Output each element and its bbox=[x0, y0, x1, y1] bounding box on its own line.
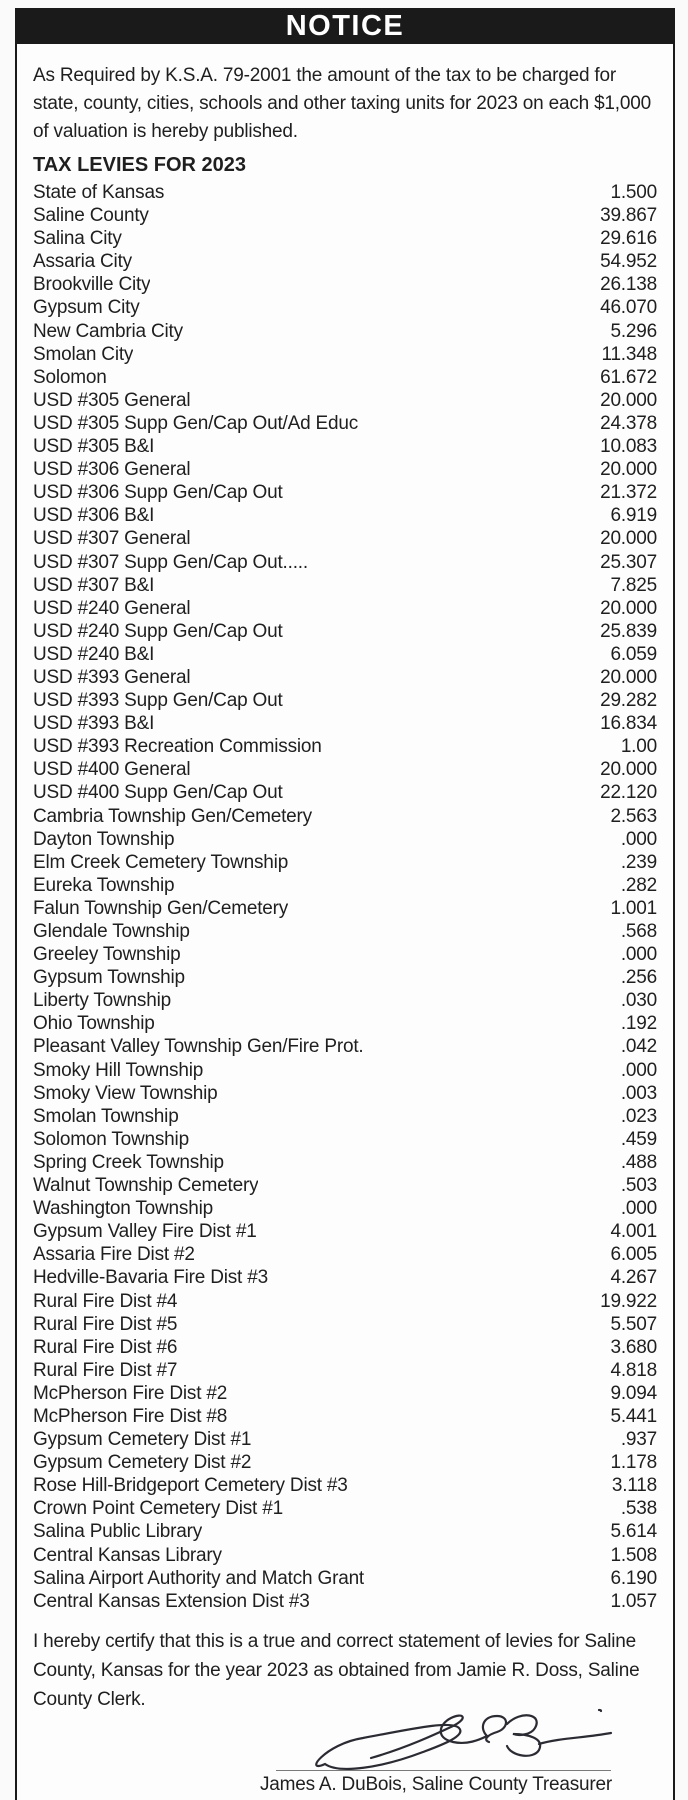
levy-name: USD #307 General bbox=[33, 528, 191, 550]
levy-row bbox=[33, 620, 657, 643]
levy-row bbox=[33, 273, 657, 296]
levy-name: Gypsum Cemetery Dist #2 bbox=[33, 1452, 252, 1474]
levy-row bbox=[33, 712, 657, 735]
levy-row bbox=[33, 1243, 657, 1266]
levy-name: McPherson Fire Dist #2 bbox=[33, 1382, 228, 1404]
notice-header-bar: NOTICE bbox=[17, 8, 673, 44]
levy-value: .000 bbox=[620, 828, 657, 850]
levy-row bbox=[33, 250, 657, 273]
levy-name: New Cambria City bbox=[33, 320, 183, 342]
section-title: TAX LEVIES FOR 2023 bbox=[33, 154, 247, 176]
levy-row bbox=[33, 1174, 657, 1197]
levy-value: 20.000 bbox=[600, 666, 657, 688]
levy-name: Cambria Township Gen/Cemetery bbox=[33, 805, 312, 827]
levy-value: 4.267 bbox=[610, 1267, 657, 1289]
levy-value: .192 bbox=[620, 1013, 657, 1035]
levy-value: .488 bbox=[620, 1151, 657, 1173]
levy-row bbox=[33, 1012, 657, 1035]
levy-name: Smolan City bbox=[33, 343, 134, 365]
levy-name: USD #240 B&I bbox=[33, 643, 155, 665]
levy-name: Rural Fire Dist #5 bbox=[33, 1313, 178, 1335]
levy-value: .568 bbox=[620, 921, 657, 942]
levy-value: 2.563 bbox=[610, 805, 657, 827]
levy-value: .030 bbox=[620, 990, 657, 1012]
levy-name: Washington Township bbox=[33, 1198, 213, 1220]
levy-value: 16.834 bbox=[600, 713, 657, 735]
levy-row bbox=[33, 989, 657, 1012]
levy-value: .000 bbox=[620, 1059, 657, 1081]
levy-name: Rural Fire Dist #7 bbox=[33, 1359, 178, 1381]
signature-block bbox=[221, 1700, 651, 1797]
levy-row bbox=[33, 227, 657, 250]
levy-name: Hedville-Bavaria Fire Dist #3 bbox=[33, 1267, 268, 1289]
levy-name: Gypsum Township bbox=[33, 967, 185, 989]
levy-name: Glendale Township bbox=[33, 921, 190, 942]
levy-name: Spring Creek Township bbox=[33, 1151, 224, 1173]
levy-row bbox=[33, 1128, 657, 1151]
levy-value: .000 bbox=[620, 944, 657, 966]
levy-name: Smoky Hill Township bbox=[33, 1059, 204, 1081]
levy-name: Greeley Township bbox=[33, 944, 181, 966]
levy-value: 1.508 bbox=[610, 1544, 657, 1566]
levy-row bbox=[33, 389, 657, 412]
levy-row bbox=[33, 920, 657, 943]
levy-value: 21.372 bbox=[600, 482, 657, 504]
levy-name: USD #305 Supp Gen/Cap Out/Ad Educ bbox=[33, 412, 359, 434]
levy-row bbox=[33, 1266, 657, 1289]
levy-value: 7.825 bbox=[610, 574, 657, 596]
levy-row bbox=[33, 458, 657, 481]
levy-name: USD #306 B&I bbox=[33, 505, 155, 527]
levy-name: Walnut Township Cemetery bbox=[33, 1175, 259, 1197]
levy-value: 6.190 bbox=[610, 1567, 657, 1589]
levy-row bbox=[33, 1497, 657, 1520]
levy-value: .023 bbox=[620, 1105, 657, 1127]
levy-name: Smoky View Township bbox=[33, 1082, 218, 1104]
levy-value: 39.867 bbox=[600, 205, 657, 227]
levy-row bbox=[33, 551, 657, 574]
levy-name: USD #307 B&I bbox=[33, 574, 155, 596]
levy-name: Smolan Township bbox=[33, 1105, 179, 1127]
levy-name: Ohio Township bbox=[33, 1013, 155, 1035]
levy-row bbox=[33, 943, 657, 966]
levy-value: .503 bbox=[620, 1175, 657, 1197]
levy-row bbox=[33, 181, 657, 204]
levy-name: USD #393 Recreation Commission bbox=[33, 736, 322, 758]
levy-name: Salina Airport Authority and Match Grant bbox=[33, 1567, 365, 1589]
levy-value: .000 bbox=[620, 1198, 657, 1220]
levy-row bbox=[33, 1520, 657, 1543]
levy-row bbox=[33, 435, 657, 458]
levy-row bbox=[33, 1359, 657, 1382]
levy-value: 24.378 bbox=[600, 412, 657, 434]
levy-value: 1.057 bbox=[610, 1590, 657, 1612]
levy-name: Central Kansas Extension Dist #3 bbox=[33, 1590, 310, 1612]
levy-row bbox=[33, 597, 657, 620]
notice-sheet bbox=[15, 8, 675, 1800]
levy-row bbox=[33, 897, 657, 920]
levy-name: Pleasant Valley Township Gen/Fire Prot. bbox=[33, 1036, 364, 1058]
levy-row bbox=[33, 1082, 657, 1105]
treasurer-name: James A. DuBois, Saline County Treasurer bbox=[259, 1773, 613, 1795]
levy-row bbox=[33, 296, 657, 319]
levy-row bbox=[33, 1290, 657, 1313]
levy-name: USD #400 Supp Gen/Cap Out bbox=[33, 782, 283, 804]
levy-name: Saline County bbox=[33, 205, 149, 227]
levy-row bbox=[33, 1313, 657, 1336]
levy-name: USD #400 General bbox=[33, 759, 191, 781]
levy-name: Elm Creek Cemetery Township bbox=[33, 851, 289, 873]
levy-row bbox=[33, 527, 657, 550]
levy-name: Assaria Fire Dist #2 bbox=[33, 1244, 195, 1266]
levy-value: 4.001 bbox=[610, 1221, 657, 1243]
levy-name: State of Kansas bbox=[33, 182, 165, 203]
levy-value: .937 bbox=[620, 1429, 657, 1451]
levy-row bbox=[33, 412, 657, 435]
levy-value: 61.672 bbox=[600, 366, 657, 388]
levy-value: 29.616 bbox=[600, 228, 657, 250]
levy-value: 5.296 bbox=[610, 320, 657, 342]
levy-row bbox=[33, 504, 657, 527]
levy-value: 54.952 bbox=[600, 251, 657, 273]
levy-name: USD #393 B&I bbox=[33, 713, 155, 735]
levy-name: Eureka Township bbox=[33, 874, 175, 896]
levy-name: Gypsum City bbox=[33, 297, 140, 319]
levy-row bbox=[33, 735, 657, 758]
levy-value: 1.178 bbox=[610, 1452, 657, 1474]
levy-value: 1.001 bbox=[610, 897, 657, 919]
levy-value: 26.138 bbox=[600, 274, 657, 296]
levy-name: Central Kansas Library bbox=[33, 1544, 222, 1566]
levy-row bbox=[33, 666, 657, 689]
levy-name: USD #307 Supp Gen/Cap Out..... bbox=[33, 551, 308, 573]
levy-name: Rose Hill-Bridgeport Cemetery Dist #3 bbox=[33, 1475, 348, 1497]
levy-name: USD #240 Supp Gen/Cap Out bbox=[33, 620, 283, 642]
levy-value: 4.818 bbox=[610, 1359, 657, 1381]
levy-name: Assaria City bbox=[33, 251, 132, 273]
levy-row bbox=[33, 481, 657, 504]
levy-name: USD #305 B&I bbox=[33, 436, 155, 458]
levy-value: 1.00 bbox=[620, 736, 657, 758]
levy-value: 20.000 bbox=[600, 597, 657, 619]
levy-value: 11.348 bbox=[601, 343, 657, 365]
levy-name: USD #306 General bbox=[33, 459, 191, 481]
levy-value: 22.120 bbox=[600, 782, 657, 804]
levy-row bbox=[33, 1451, 657, 1474]
levy-row bbox=[33, 758, 657, 781]
levy-name: USD #393 Supp Gen/Cap Out bbox=[33, 690, 283, 712]
levy-row bbox=[33, 320, 657, 343]
levy-value: 20.000 bbox=[600, 528, 657, 550]
levy-value: 10.083 bbox=[600, 436, 657, 458]
levy-row bbox=[33, 874, 657, 897]
levy-row bbox=[33, 574, 657, 597]
levy-value: 29.282 bbox=[600, 690, 657, 712]
levy-name: USD #305 General bbox=[33, 389, 191, 411]
levy-name: Gypsum Cemetery Dist #1 bbox=[33, 1429, 252, 1451]
levy-name: Solomon Township bbox=[33, 1128, 189, 1150]
signature-scribble bbox=[311, 1700, 621, 1778]
levy-value: .239 bbox=[620, 851, 657, 873]
levy-row bbox=[33, 343, 657, 366]
levy-value: .003 bbox=[620, 1082, 657, 1104]
levy-value: 6.005 bbox=[610, 1244, 657, 1266]
levy-name: Brookville City bbox=[33, 274, 151, 296]
intro-paragraph: As Required by K.S.A. 79-2001 the amount of the tax to be charged for state, county, cities, schools and other taxing units for 2023 on each $1,000 of valuation is hereby published. bbox=[33, 65, 651, 142]
levy-value: .042 bbox=[620, 1036, 657, 1058]
levy-name: Dayton Township bbox=[33, 828, 175, 850]
levy-value: 5.507 bbox=[610, 1313, 657, 1335]
levy-value: 19.922 bbox=[600, 1290, 657, 1312]
levy-value: .538 bbox=[620, 1498, 657, 1520]
levy-value: 5.614 bbox=[610, 1521, 657, 1543]
levy-value: 25.839 bbox=[600, 620, 657, 642]
levy-value: .459 bbox=[620, 1128, 657, 1150]
levy-row bbox=[33, 1105, 657, 1128]
levy-name: Crown Point Cemetery Dist #1 bbox=[33, 1498, 283, 1520]
levy-row bbox=[33, 851, 657, 874]
levy-row bbox=[33, 1474, 657, 1497]
levy-row bbox=[33, 1197, 657, 1220]
levy-name: Rural Fire Dist #4 bbox=[33, 1290, 178, 1312]
levy-row bbox=[33, 781, 657, 804]
levy-name: Gypsum Valley Fire Dist #1 bbox=[33, 1221, 257, 1243]
levy-value: 6.059 bbox=[610, 643, 657, 665]
levy-row bbox=[33, 366, 657, 389]
levy-row bbox=[33, 828, 657, 851]
levy-value: 9.094 bbox=[610, 1382, 657, 1404]
levy-row bbox=[33, 1590, 657, 1613]
levy-row bbox=[33, 1220, 657, 1243]
levy-row bbox=[33, 1151, 657, 1174]
levy-row bbox=[33, 643, 657, 666]
levy-name: Rural Fire Dist #6 bbox=[33, 1336, 178, 1358]
levy-value: 20.000 bbox=[600, 459, 657, 481]
levy-value: .256 bbox=[620, 967, 657, 989]
signature-line bbox=[276, 1770, 611, 1771]
levy-name: USD #240 General bbox=[33, 597, 191, 619]
levy-row bbox=[33, 1405, 657, 1428]
levy-value: 6.919 bbox=[610, 505, 657, 527]
levy-row bbox=[33, 689, 657, 712]
levy-list bbox=[33, 181, 657, 1613]
levy-name: Falun Township Gen/Cemetery bbox=[33, 897, 289, 919]
levy-value: 1.500 bbox=[610, 182, 657, 203]
levy-name: Liberty Township bbox=[33, 990, 171, 1012]
levy-name: USD #306 Supp Gen/Cap Out bbox=[33, 482, 283, 504]
levy-row bbox=[33, 1544, 657, 1567]
levy-name: USD #393 General bbox=[33, 666, 191, 688]
levy-row bbox=[33, 1035, 657, 1058]
levy-value: 46.070 bbox=[600, 297, 657, 319]
levy-row bbox=[33, 1382, 657, 1405]
levy-row bbox=[33, 1428, 657, 1451]
notice-content bbox=[17, 44, 673, 1797]
levy-row bbox=[33, 1059, 657, 1082]
levy-value: 25.307 bbox=[600, 551, 657, 573]
levy-row bbox=[33, 1567, 657, 1590]
levy-row bbox=[33, 805, 657, 828]
levy-name: Solomon bbox=[33, 366, 107, 388]
levy-value: 3.118 bbox=[611, 1475, 657, 1497]
certification-paragraph: I hereby certify that this is a true and correct statement of levies for Saline County, Kansas for the year 2023 as obtained from Jamie R. Doss, Saline County Clerk. bbox=[33, 1630, 640, 1710]
levy-value: 3.680 bbox=[610, 1336, 657, 1358]
levy-value: 20.000 bbox=[600, 759, 657, 781]
levy-row bbox=[33, 204, 657, 227]
levy-value: .282 bbox=[620, 874, 657, 896]
levy-row bbox=[33, 1336, 657, 1359]
levy-name: Salina Public Library bbox=[33, 1521, 202, 1543]
levy-name: McPherson Fire Dist #8 bbox=[33, 1405, 228, 1427]
levy-name: Salina City bbox=[33, 228, 122, 250]
levy-value: 20.000 bbox=[600, 389, 657, 411]
levy-value: 5.441 bbox=[610, 1405, 657, 1427]
levy-row bbox=[33, 966, 657, 989]
